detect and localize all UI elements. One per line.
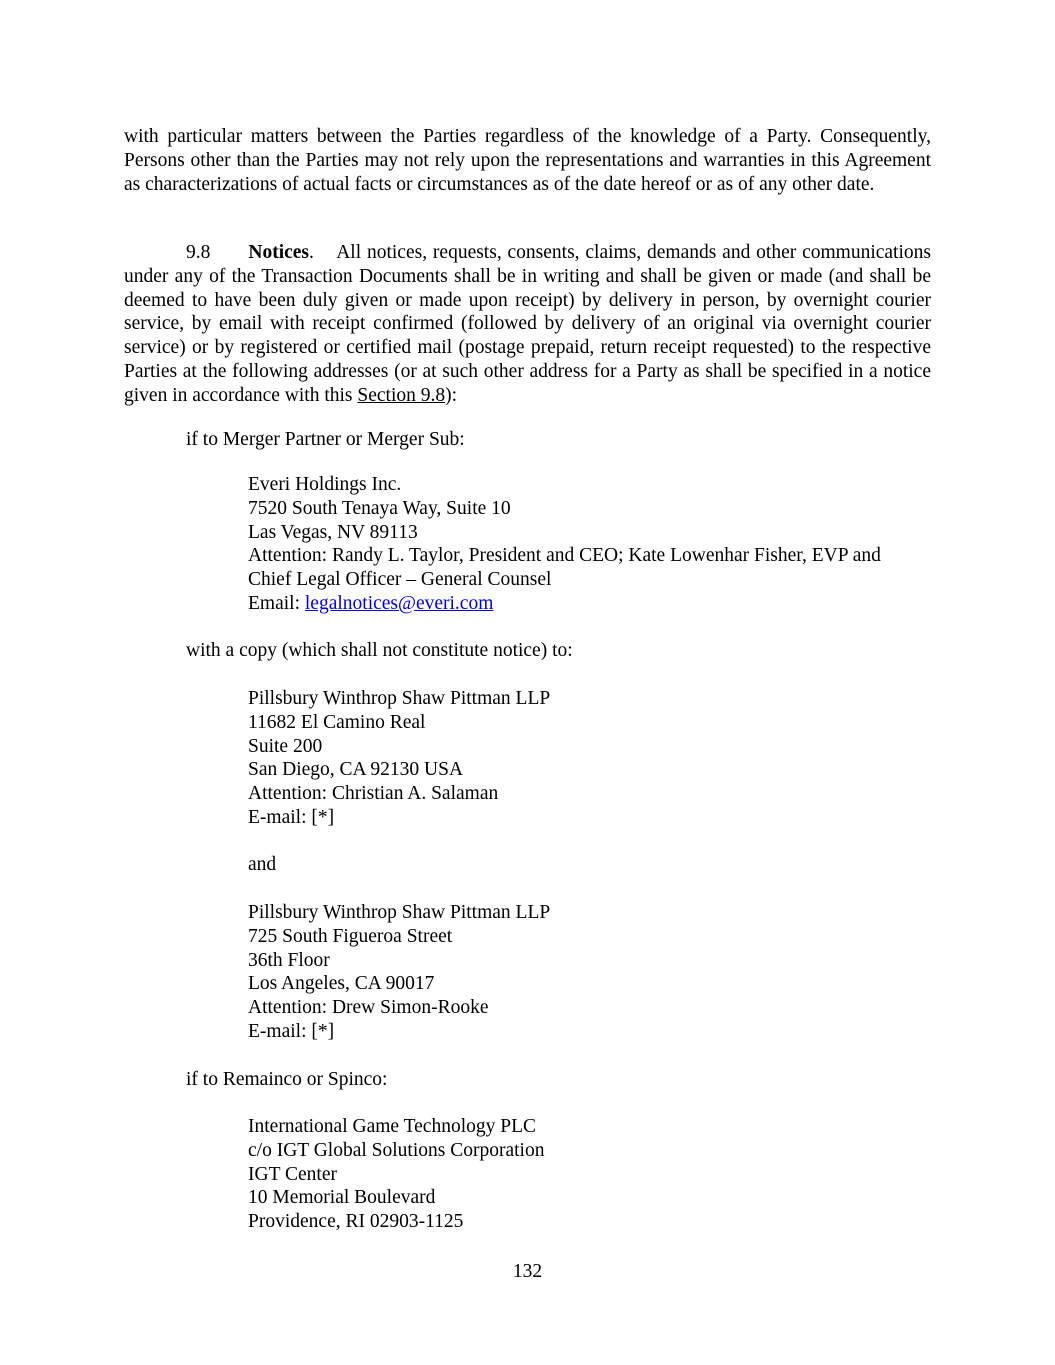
email-line — [248, 592, 493, 616]
copy-heading: with a copy (which shall not constitute notice) to: — [186, 640, 573, 661]
address-line: Everi Holdings Inc. — [248, 474, 402, 495]
address-line: Providence, RI 02903-1125 — [248, 1211, 464, 1233]
address-line: Pillsbury Winthrop Shaw Pittman LLP — [248, 688, 551, 709]
address-line: Suite 200 — [248, 735, 323, 757]
section-number: 9.8 — [186, 242, 211, 263]
section-reference: Section 9.8 — [357, 384, 446, 406]
address-line: E-mail: [*] — [248, 807, 335, 828]
address-line: c/o IGT Global Solutions Corporation — [248, 1139, 545, 1161]
address-line: E-mail: [*] — [248, 1021, 335, 1042]
address-line: 36th Floor — [248, 949, 330, 971]
address-line: Attention: Christian A. Salaman — [248, 783, 499, 805]
address-line: San Diego, CA 92130 USA — [248, 759, 464, 781]
address-line: Pillsbury Winthrop Shaw Pittman LLP — [248, 902, 551, 923]
address-line: 725 South Figueroa Street — [248, 925, 453, 947]
section-body: All notices, requests, consents, claims, demands and other communications under any of the Transaction Documents shall be in writing and shall be given or made (and shall be deemed to have been duly given or made upon receipt) by delivery in person, by overnight courier service, by email with receipt confirmed (followed by delivery of an original via overnight courier service) or by registered or certified mail (postage prepaid, return receipt requested) to the respective Parties at the following addresses (or at such other address for a Party as shall be specified in a notice given in accordance with this — [124, 242, 931, 406]
recipient-heading: if to Remainco or Spinco: — [186, 1069, 388, 1090]
address-line: 7520 South Tenaya Way, Suite 10 — [248, 497, 511, 519]
and-text: and — [248, 854, 277, 875]
page-number: 132 — [512, 1261, 543, 1282]
address-line: Attention: Randy L. Taylor, President and CEO; Kate Lowenhar Fisher, EVP and — [248, 545, 881, 567]
section-end: ): — [445, 384, 458, 406]
address-line: Las Vegas, NV 89113 — [248, 521, 418, 543]
email-link[interactable]: legalnotices@everi.com — [304, 593, 494, 614]
address-line: IGT Center — [248, 1163, 337, 1185]
address-line: 10 Memorial Boulevard — [248, 1187, 436, 1209]
address-line: 11682 El Camino Real — [248, 711, 426, 733]
email-label: Email: — [248, 593, 305, 614]
recipient-heading: if to Merger Partner or Merger Sub: — [186, 429, 465, 450]
paragraph: with particular matters between the Parties regardless of the knowledge of a Party. Consequently, Persons other than the Parties may not rely upon the representations and warranties in this Agreement as characterizations of actual facts or circumstances as of the date hereof or as of any other date. — [124, 126, 931, 195]
address-line: Attention: Drew Simon-Rooke — [248, 997, 489, 1019]
address-line: International Game Technology PLC — [248, 1116, 536, 1137]
section-9-8: 9.8 Notices. All notices, requests, consents, claims, demands and other communications under any of the Transaction Documents shall be in writing and shall be given or made (and shall be deemed to have been duly given or made upon receipt) by delivery in person, by overnight courier service, by email with receipt confirmed (followed by delivery of an original via overnight courier service) or by registered or certified mail (postage prepaid, return receipt requested) to the respective Parties at the following addresses (or at such other address for a Party as shall be specified in a notice given in accordance with this Section 9.8): — [124, 242, 931, 406]
address-line: Chief Legal Officer – General Counsel — [248, 569, 552, 591]
address-line: Los Angeles, CA 90017 — [248, 973, 435, 995]
section-title: Notices — [248, 242, 310, 263]
